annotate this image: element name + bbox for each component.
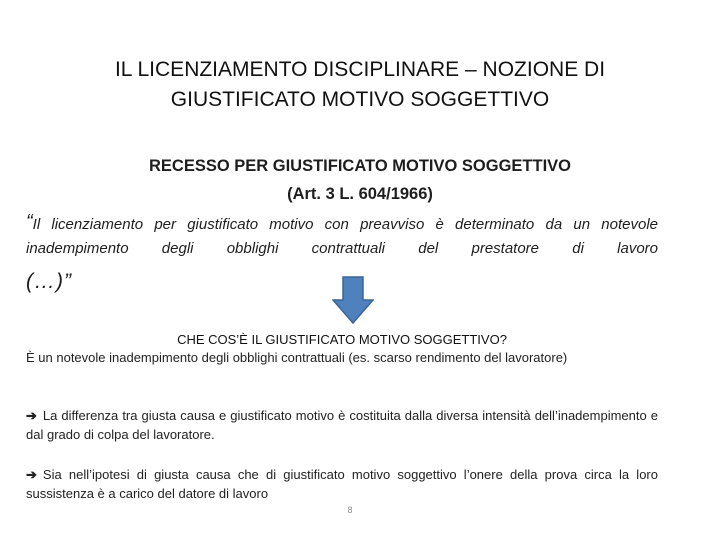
quote-ellipsis: (…)”	[26, 270, 72, 293]
section-heading	[20, 152, 700, 208]
slide-title	[20, 55, 700, 115]
arrow-bullet-icon: ➔	[26, 408, 37, 423]
quote-open-mark: “	[26, 211, 33, 233]
point-1	[26, 406, 658, 444]
point-2-text: Sia nell’ipotesi di giusta causa che di giustificato motivo soggettivo l’onere della prova circa la loro sussistenza è a carico del datore di lavoro	[26, 467, 658, 501]
point-2	[26, 465, 658, 503]
point-1-text: La differenza tra giusta causa e giustificato motivo è costituita dalla diversa intensità dell’inadempimento e dal grado di colpa del lavoratore.	[26, 408, 658, 442]
quote-text: Il licenziamento per giustificato motivo con preavviso è determinato da un notevole inadempimento degli obblighi contrattuali del prestatore di lavoro	[26, 216, 658, 257]
question-heading: CHE COS’È IL GIUSTIFICATO MOTIVO SOGGETTIVO?	[177, 332, 507, 347]
section-heading-line-1: RECESSO PER GIUSTIFICATO MOTIVO SOGGETTIVO	[148, 157, 571, 175]
answer-text: È un notevole inadempimento degli obblighi contrattuali (es. scarso rendimento del lavoratore)	[26, 350, 568, 365]
page-number: 8	[347, 505, 353, 515]
title-line-2: GIUSTIFICATO MOTIVO SOGGETTIVO	[170, 88, 550, 111]
arrow-bullet-icon: ➔	[26, 467, 37, 482]
down-arrow-icon	[332, 276, 374, 324]
title-line-1: IL LICENZIAMENTO DISCIPLINARE – NOZIONE DI	[114, 58, 606, 81]
law-quote	[26, 213, 658, 261]
section-heading-line-2: (Art. 3 L. 604/1966)	[287, 185, 433, 203]
